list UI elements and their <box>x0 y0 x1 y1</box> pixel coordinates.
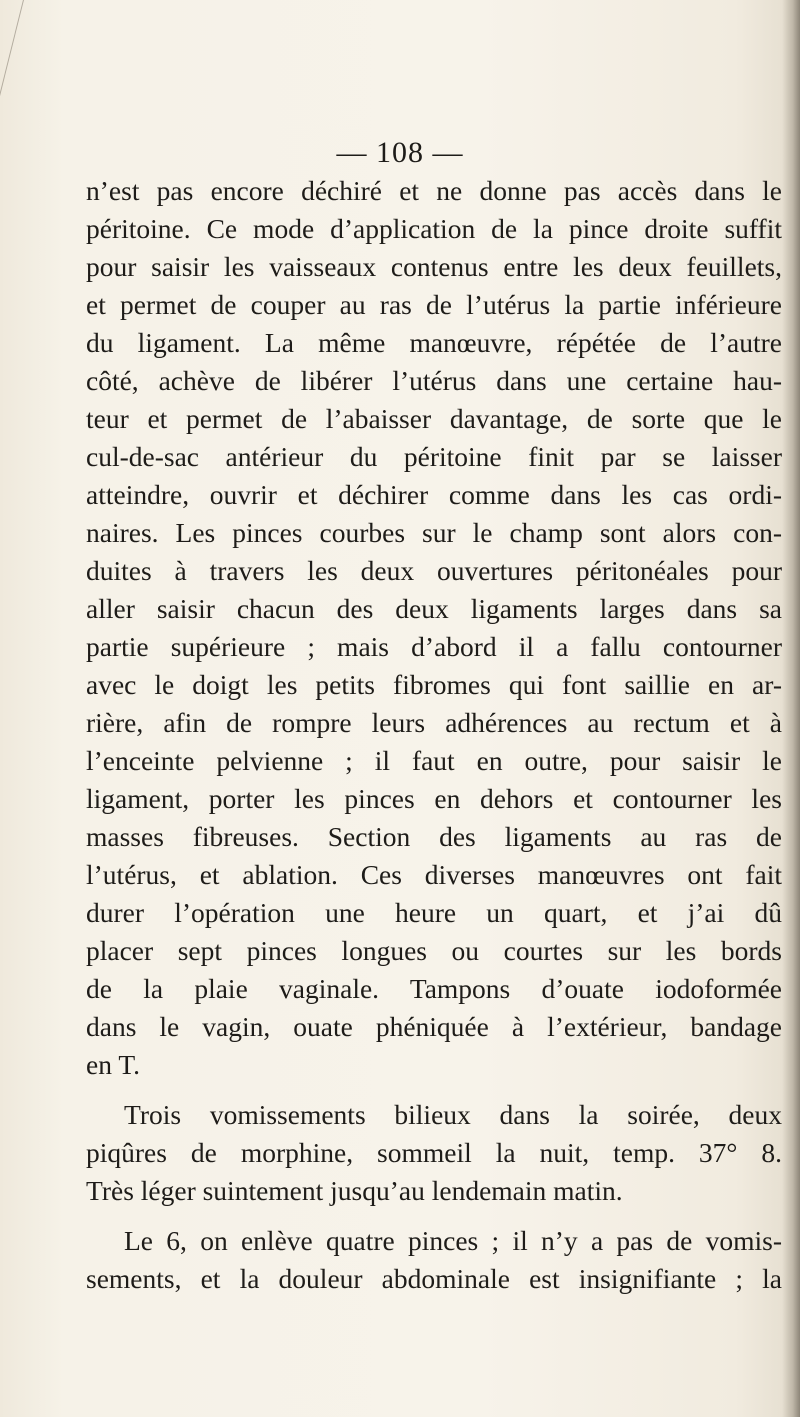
page-fold-mark <box>0 0 64 120</box>
text-line: sements, et la douleur abdominale est insignifiante ; la <box>86 1263 782 1294</box>
text-line: Trois vomissements bilieux dans la soirée, deux <box>124 1099 782 1130</box>
text-line: en T. <box>86 1049 140 1080</box>
text-line: Très léger suintement jusqu’au lendemain matin. <box>86 1175 623 1206</box>
text-line: placer sept pinces longues ou courtes sur les bords <box>86 935 782 966</box>
text-line: côté, achève de libérer l’utérus dans une certaine hau- <box>86 365 782 396</box>
text-line: atteindre, ouvrir et déchirer comme dans les cas ordi- <box>86 479 782 510</box>
text-line: du ligament. La même manœuvre, répétée de l’autre <box>86 327 782 358</box>
page-number: — 108 — <box>336 136 464 169</box>
text-line: Le 6, on enlève quatre pinces ; il n’y a pas de vomis- <box>124 1225 782 1256</box>
text-line: aller saisir chacun des deux ligaments larges dans sa <box>86 593 782 624</box>
text-line: péritoine. Ce mode d’application de la pince droite suffit <box>86 213 782 244</box>
text-line: n’est pas encore déchiré et ne donne pas accès dans le <box>86 175 782 206</box>
text-line: partie supérieure ; mais d’abord il a fallu contourner <box>86 631 782 662</box>
text-line: pour saisir les vaisseaux contenus entre les deux feuillets, <box>86 251 782 282</box>
text-line: ligament, porter les pinces en dehors et contourner les <box>86 783 782 814</box>
text-line: duites à travers les deux ouvertures péritonéales pour <box>86 555 782 586</box>
text-line: rière, afin de rompre leurs adhérences au rectum et à <box>86 707 782 738</box>
text-line: naires. Les pinces courbes sur le champ sont alors con- <box>86 517 782 548</box>
text-line: teur et permet de l’abaisser davantage, de sorte que le <box>86 403 782 434</box>
text-line: de la plaie vaginale. Tampons d’ouate iodoformée <box>86 973 782 1004</box>
text-line: et permet de couper au ras de l’utérus la partie inférieure <box>86 289 782 320</box>
text-line: piqûres de morphine, sommeil la nuit, temp. 37° 8. <box>86 1137 782 1168</box>
body-text <box>86 172 782 1298</box>
text-line: avec le doigt les petits fibromes qui font saillie en ar- <box>86 669 782 700</box>
text-line: cul-de-sac antérieur du péritoine finit par se laisser <box>86 441 782 472</box>
text-line: l’utérus, et ablation. Ces diverses manœuvres ont fait <box>86 859 782 890</box>
text-line: masses fibreuses. Section des ligaments au ras de <box>86 821 782 852</box>
page-edge-shadow <box>782 0 800 1417</box>
text-line: l’enceinte pelvienne ; il faut en outre, pour saisir le <box>86 745 782 776</box>
text-line: dans le vagin, ouate phéniquée à l’extérieur, bandage <box>86 1011 782 1042</box>
text-line: durer l’opération une heure un quart, et j’ai dû <box>86 897 782 928</box>
